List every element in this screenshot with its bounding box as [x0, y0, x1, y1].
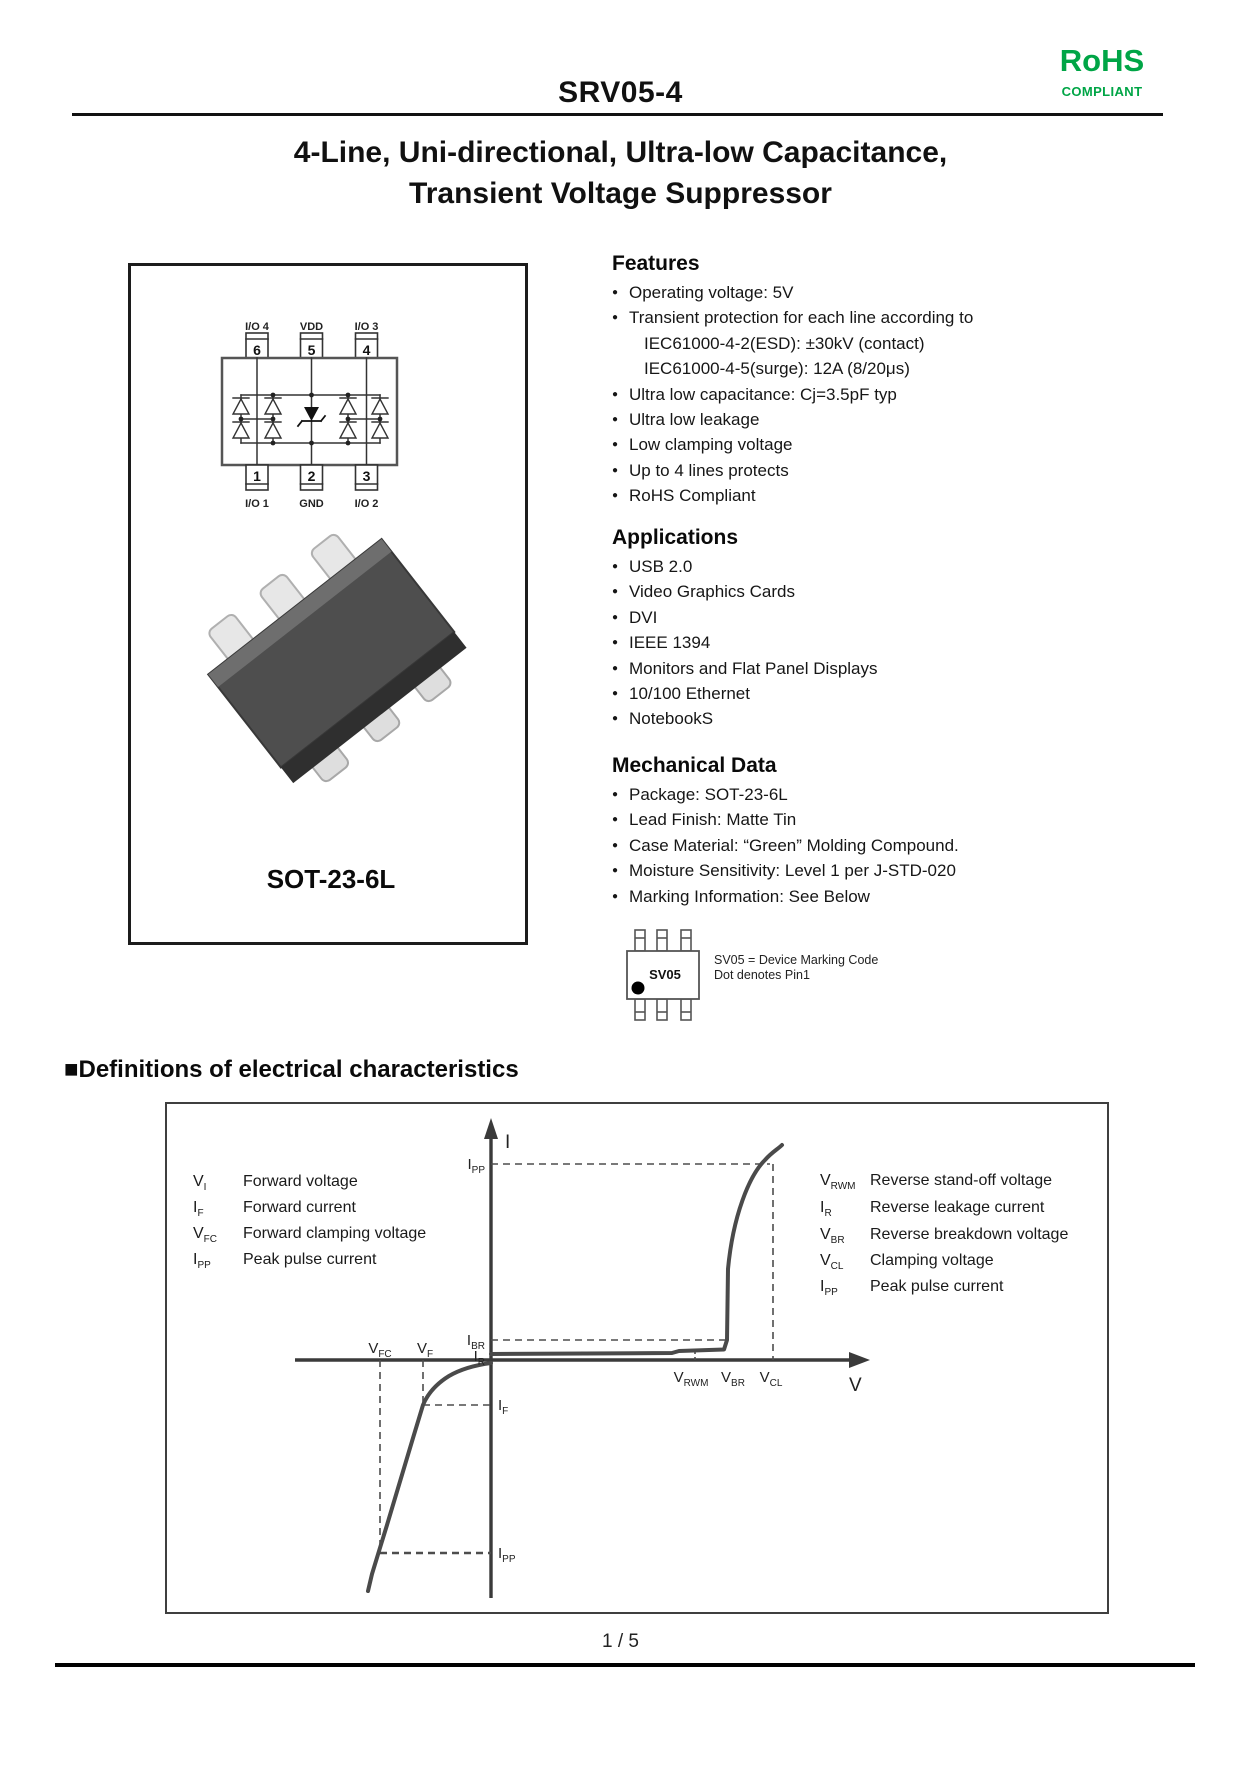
label-vfc: $V_{FC}$ [368, 1340, 392, 1360]
mechanical-data-section [612, 754, 1172, 909]
iv-curve-svg [167, 1104, 1103, 1608]
mechanical-data-list [612, 782, 1172, 909]
pin-number-6: 6 [253, 342, 261, 358]
mechanical-item: ● Lead Finish: Matte Tin [612, 807, 1172, 832]
pin-number-1: 1 [253, 468, 261, 484]
applications-heading: Applications [612, 526, 739, 549]
header-divider [72, 113, 1163, 116]
pin1-dot [632, 982, 645, 995]
legend-desc: Reverse leakage current [870, 1199, 1045, 1216]
marking-code: SV05 [649, 967, 681, 982]
pin-label-io3: I/O 3 [354, 321, 379, 333]
pin-number-2: 2 [307, 468, 316, 484]
legend-desc: Reverse stand-off voltage [870, 1172, 1053, 1189]
label-vcl: $V_{CL}$ [759, 1369, 783, 1389]
page-number: 1 / 5 [602, 1631, 639, 1652]
features-heading: Features [612, 252, 700, 275]
marking-legend-line2: Dot denotes Pin1 [714, 967, 810, 982]
feature-item: ● RoHS Compliant [612, 483, 1172, 508]
mechanical-item: ● Marking Information: See Below [612, 884, 1172, 909]
legend-symbol: $V_{FC}$ [193, 1225, 218, 1245]
applications-section [612, 526, 1172, 732]
legend-left [193, 1173, 426, 1271]
applications-list [612, 554, 1172, 732]
legend-desc: Peak pulse current [870, 1278, 1004, 1295]
pin-number-5: 5 [307, 342, 316, 358]
package-photo [187, 512, 479, 799]
legend-desc: Peak pulse current [243, 1251, 377, 1268]
feature-item: ● Ultra low leakage [612, 407, 1172, 432]
y-axis-label: I [505, 1132, 511, 1153]
package-name-label: SOT-23-6L [266, 864, 396, 894]
label-ipp-top: $I_{PP}$ [467, 1156, 485, 1176]
legend-symbol: $V_I$ [193, 1173, 207, 1193]
page-title: SRV05-4 [558, 76, 683, 109]
footer-divider [55, 1663, 1195, 1667]
rohs-compliant-text: COMPLIANT [1061, 84, 1143, 99]
marking-legend [714, 953, 878, 982]
definitions-heading: ■Definitions of electrical characteristics [64, 1056, 519, 1083]
mechanical-item: ● Case Material: “Green” Molding Compound. [612, 833, 1172, 858]
application-item: ● DVI [612, 605, 1172, 630]
application-item: ● Monitors and Flat Panel Displays [612, 656, 1172, 681]
application-item: ● NotebookS [612, 706, 1172, 731]
label-ibr: $I_{BR}$ [466, 1332, 485, 1352]
package-body [208, 539, 466, 783]
pin-label-io1: I/O 1 [245, 498, 269, 510]
document-title-line2: Transient Voltage Suppressor [409, 177, 832, 210]
x-axis-arrow [849, 1352, 870, 1368]
legend-desc: Forward voltage [243, 1173, 358, 1190]
marking-legend-line1: SV05 = Device Marking Code [714, 953, 879, 967]
legend-symbol: $I_{PP}$ [193, 1251, 211, 1271]
iv-curve [368, 1145, 782, 1591]
legend-symbol: $V_{CL}$ [820, 1252, 844, 1272]
legend-desc: Reverse breakdown voltage [870, 1226, 1069, 1243]
label-ipp-bottom: $I_{PP}$ [498, 1545, 516, 1565]
legend-desc: Forward clamping voltage [243, 1225, 427, 1242]
legend-desc: Forward current [243, 1199, 356, 1216]
document-title [0, 132, 1241, 214]
label-if: $I_F$ [498, 1397, 509, 1417]
feature-item: ● Ultra low capacitance: Cj=3.5pF typ [612, 382, 1172, 407]
pin-label-io4: I/O 4 [245, 321, 269, 333]
feature-item: ● Low clamping voltage [612, 432, 1172, 457]
mechanical-item: ● Moisture Sensitivity: Level 1 per J-STD-020 [612, 858, 1172, 883]
package-panel [128, 263, 528, 945]
y-axis-arrow [484, 1118, 498, 1139]
feature-item-indented: IEC61000-4-5(surge): 12A (8/20μs) [644, 359, 910, 379]
features-section [612, 252, 1172, 509]
iv-curve-figure [165, 1102, 1109, 1614]
x-axis-label: V [849, 1375, 862, 1396]
legend-right [820, 1172, 1068, 1298]
application-item: ● IEEE 1394 [612, 630, 1172, 655]
features-list [612, 280, 1172, 509]
pin-diagram [222, 321, 397, 510]
label-vf: $V_F$ [416, 1340, 434, 1360]
label-vbr: $V_{BR}$ [721, 1369, 745, 1389]
legend-desc: Clamping voltage [870, 1252, 994, 1269]
application-item: ● USB 2.0 [612, 554, 1172, 579]
legend-symbol: $I_{PP}$ [820, 1278, 838, 1298]
mechanical-item: ● Package: SOT-23-6L [612, 782, 1172, 807]
rohs-logo [1050, 44, 1154, 99]
legend-symbol: $V_{RWM}$ [820, 1172, 856, 1192]
pin-number-3: 3 [362, 468, 371, 484]
pin-label-io2: I/O 2 [354, 498, 379, 510]
axes [295, 1134, 855, 1598]
feature-item: ● Transient protection for each line according to [612, 305, 1172, 330]
package-panel-figure [131, 266, 525, 942]
pin-label-vdd: VDD [299, 321, 324, 333]
application-item: ● Video Graphics Cards [612, 579, 1172, 604]
legend-symbol: $I_F$ [193, 1199, 204, 1219]
pin-label-gnd: GND [299, 498, 324, 510]
square-bullet-icon: ■ [64, 1056, 79, 1083]
feature-item: ● Up to 4 lines protects [612, 458, 1172, 483]
legend-symbol: $I_R$ [820, 1199, 832, 1219]
application-item: ● 10/100 Ethernet [612, 681, 1172, 706]
label-ir: $I_R$ [473, 1348, 485, 1368]
legend-symbol: $V_{BR}$ [820, 1226, 845, 1246]
feature-item-indented: IEC61000-4-2(ESD): ±30kV (contact) [644, 333, 925, 353]
rohs-text: RoHS [1059, 43, 1145, 78]
pin-number-4: 4 [362, 342, 371, 358]
label-vrwm: $V_{RWM}$ [673, 1369, 709, 1389]
feature-item: ● Operating voltage: 5V [612, 280, 1172, 305]
mechanical-data-heading: Mechanical Data [612, 754, 777, 777]
document-title-line1: 4-Line, Uni-directional, Ultra-low Capacitance, [293, 136, 948, 169]
